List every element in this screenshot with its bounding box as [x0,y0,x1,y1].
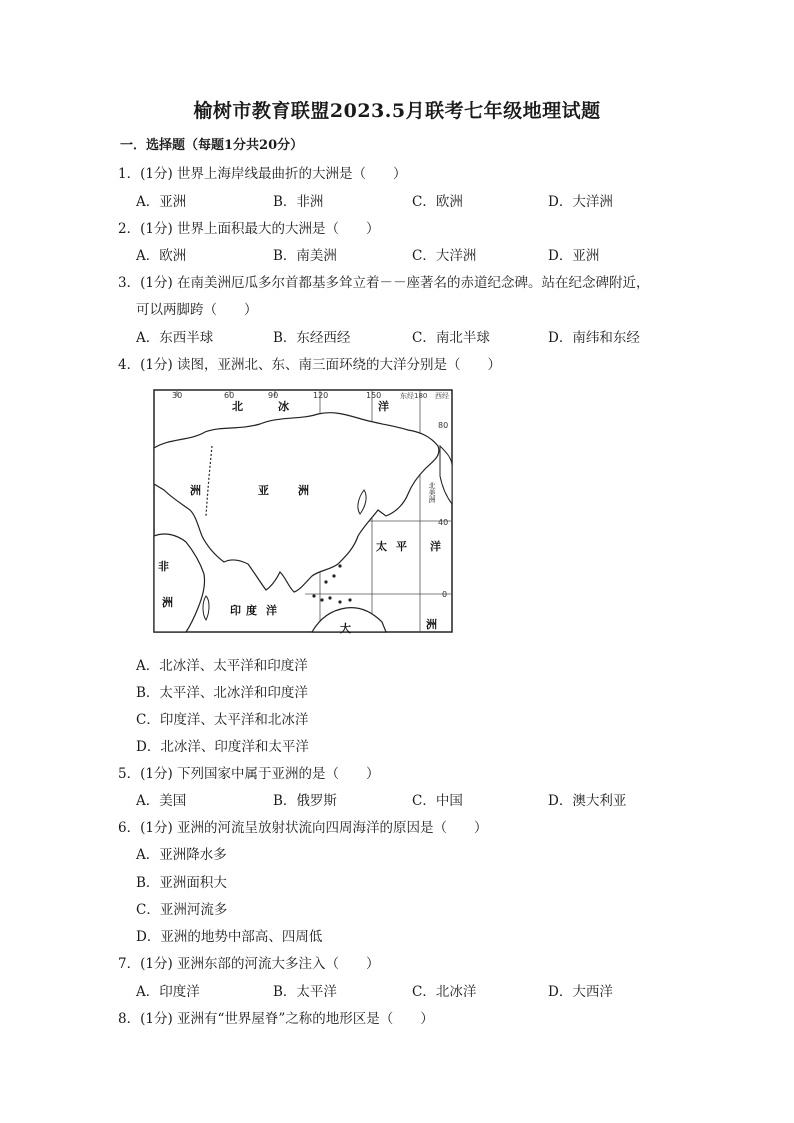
label-oceania-2: 洲 [426,618,437,631]
question-2-stem: 2．(1分) 世界上面积最大的大洲是（ ） [118,221,380,237]
tick-lat0: 0 [442,590,448,599]
page-title: 榆树市教育联盟2023.5月联考七年级地理试题 [193,100,601,122]
label-africa-1: 非 [158,560,169,573]
label-asia-1: 亚 [258,484,269,497]
question-2-options [136,244,696,264]
option-c[interactable]: C．大洋洲 [412,248,477,264]
question-3-stem-continued: 可以两脚跨（ ） [136,302,258,318]
section-heading: 一．选择题（每题1分共20分） [120,138,304,153]
option-d[interactable]: D．大西洋 [548,984,613,1000]
question-4-stem: 4．(1分) 读图，亚洲北、东、南三面环绕的大洋分别是（ ） [118,357,502,373]
question-7-stem: 7．(1分) 亚洲东部的河流大多注入（ ） [118,956,380,972]
question-5-options [136,789,696,809]
question-5-stem: 5．(1分) 下列国家中属于亚洲的是（ ） [118,766,380,782]
label-indian-3: 洋 [266,604,277,617]
question-4-option-a[interactable]: A．北冰洋、太平洋和印度洋 [136,658,308,674]
tick-90: 90 [268,391,279,400]
tick-120: 120 [313,391,329,400]
option-b[interactable]: B．俄罗斯 [273,793,337,809]
option-d[interactable]: D．南纬和东经 [548,330,640,346]
option-b[interactable]: B．南美洲 [273,248,337,264]
label-north-america: 北美洲 [428,482,436,503]
label-indian-1: 印 [230,604,241,617]
option-a[interactable]: A．亚洲 [136,194,187,210]
label-europe: 洲 [190,484,201,497]
label-pacific-1: 太 [376,540,387,553]
question-4-option-d[interactable]: D．北冰洋、印度洋和太平洋 [136,739,309,755]
option-d[interactable]: D．澳大利亚 [548,793,627,809]
option-b[interactable]: B．东经西经 [273,330,351,346]
label-asia-2: 洲 [298,484,309,497]
option-b[interactable]: B．非洲 [273,194,324,210]
option-d[interactable]: D．亚洲 [548,248,600,264]
option-a[interactable]: A．印度洋 [136,984,200,1000]
question-8-stem: 8．(1分) 亚洲有“世界屋脊”之称的地形区是（ ） [118,1011,434,1027]
question-3-stem: 3．(1分) 在南美洲厄瓜多尔首都基多耸立着－－座著名的赤道纪念碑。站在纪念碑附近， [118,275,650,291]
question-1-options [136,190,696,210]
option-d[interactable]: D．大洋洲 [548,194,613,210]
label-oceania-1: 大 [340,622,351,635]
question-1-stem: 1．(1分) 世界上海岸线最曲折的大洲是（ ） [118,166,407,182]
asia-ocean-map [150,386,456,636]
option-c[interactable]: C．南北半球 [412,330,490,346]
label-indian-2: 度 [246,604,257,617]
tick-150: 150 [366,391,382,400]
question-6-option-d[interactable]: D．亚洲的地势中部高、四周低 [136,929,323,945]
option-b[interactable]: B．太平洋 [273,984,337,1000]
option-c[interactable]: C．欧洲 [412,194,463,210]
question-6-option-b[interactable]: B．亚洲面积大 [136,875,227,891]
label-north-2: 冰 [278,400,289,413]
question-4-option-c[interactable]: C．印度洋、太平洋和北冰洋 [136,712,309,728]
label-north-1: 北 [232,400,243,413]
option-a[interactable]: A．美国 [136,793,187,809]
label-north-3: 洋 [378,400,389,413]
question-6-stem: 6．(1分) 亚洲的河流呈放射状流向四周海洋的原因是（ ） [118,820,488,836]
question-3-options [136,326,696,346]
label-pacific-2: 平 [396,540,407,553]
tick-60: 60 [224,391,235,400]
tick-lat40: 40 [438,518,449,527]
tick-30: 30 [172,391,183,400]
label-africa-2: 洲 [162,596,173,609]
question-6-option-a[interactable]: A．亚洲降水多 [136,847,227,863]
option-c[interactable]: C．北冰洋 [412,984,477,1000]
question-4-option-b[interactable]: B．太平洋、北冰洋和印度洋 [136,685,308,701]
option-a[interactable]: A．欧洲 [136,248,187,264]
option-a[interactable]: A．东西半球 [136,330,214,346]
tick-east180: 东经180 [400,392,428,400]
option-c[interactable]: C．中国 [412,793,463,809]
question-6-option-c[interactable]: C．亚洲河流多 [136,902,228,918]
tick-west: 西经 [435,392,449,400]
question-7-options [136,980,696,1000]
tick-lat80: 80 [438,421,449,430]
label-pacific-3: 洋 [430,540,441,553]
